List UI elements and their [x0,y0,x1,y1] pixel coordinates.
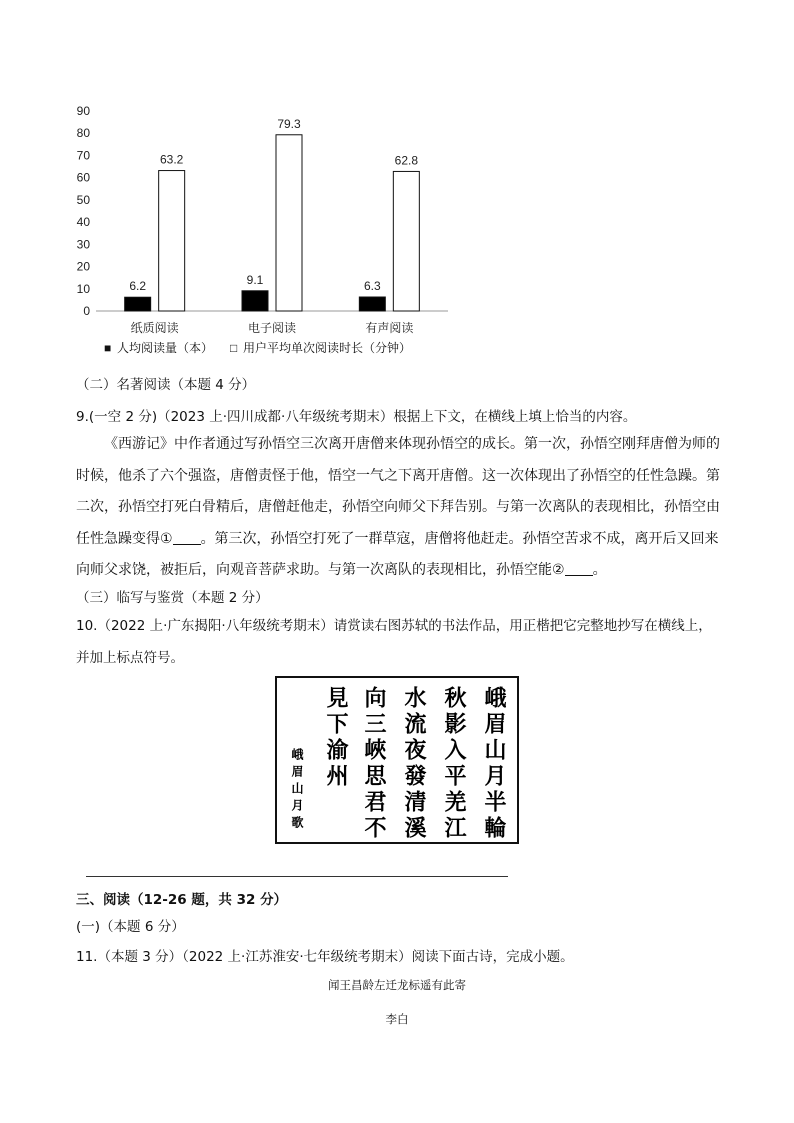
y-tick-label: 90 [76,104,90,118]
y-tick-label: 20 [76,259,90,274]
y-tick-label: 60 [76,170,90,185]
bar-value-label: 6.2 [129,279,147,294]
section-heading-calligraphy: （三）临写与鉴赏（本题 2 分） [76,590,269,606]
y-tick-label: 40 [76,215,90,230]
y-tick-label: 50 [76,192,90,207]
calligraphy-column-4: 向三峽思君不 [361,686,387,842]
calligraphy-artwork [275,676,519,844]
x-category-label: 电子阅读 [247,321,297,335]
bar-value-label: 62.8 [394,153,419,168]
poem-author: 李白 [385,1012,409,1026]
question-9-intro: 9.(一空 2 分)（2023 上·四川成都·八年级统考期末）根据上下文，在横线上填上恰当的内容。 [76,409,637,425]
bar-books-1 [242,291,268,311]
bar-value-label: 6.3 [363,279,381,293]
answer-blank-2[interactable] [565,561,593,576]
y-tick-label: 80 [76,126,90,141]
legend-label-duration: 用户平均单次阅读时长（分钟） [243,341,412,355]
blank-marker-1: ① [160,530,173,547]
y-tick-label: 0 [83,304,90,318]
y-tick-label: 30 [76,237,90,252]
answer-line[interactable] [86,876,508,877]
y-tick-label: 70 [76,148,90,163]
bar-value-label: 79.3 [277,116,301,131]
section-heading-classics: （二）名著阅读（本题 4 分） [76,377,256,393]
calligraphy-column-1: 峨眉山月半輪 [481,686,507,842]
question-10-line-2: 并加上标点符号。 [76,650,184,666]
bar-duration-1 [276,135,302,311]
poem-title: 闻王昌龄左迁龙标遥有此寄 [328,978,466,992]
reading-bar-chart [60,100,460,362]
x-category-label: 纸质阅读 [130,321,179,335]
blank-marker-2: ② [552,562,565,578]
bar-value-label: 9.1 [246,272,264,287]
part-3-heading: 三、阅读（12-26 题，共 32 分） [76,892,288,908]
legend-label-books: 人均阅读量（本） [117,341,214,355]
x-category-label: 有声阅读 [365,321,414,335]
bar-duration-0 [159,171,185,311]
chart-legend [104,340,411,355]
calligraphy-title: 峨眉山月歌 [290,748,304,833]
question-11-intro: 11.（本题 3 分）（2022 上·江苏淮安·七年级统考期末）阅读下面古诗，完成小题。 [76,949,574,965]
subsection-1-heading: (一)（本题 6 分） [76,919,185,935]
calligraphy-column-3: 水流夜發清溪 [401,686,427,842]
bar-books-2 [359,297,385,311]
question-9-passage [76,429,726,587]
bar-duration-2 [393,171,419,311]
answer-blank-1[interactable] [173,530,201,545]
calligraphy-column-2: 秋影入平羌江 [441,686,467,842]
bar-value-label: 63.2 [159,152,184,167]
y-tick-label: 10 [76,281,90,296]
passage-part-2: 。第三次，孙悟空打死了一群草寇，唐僧将他赶走。孙悟空苦求不成，离开后又回来向师父求饶，被拒后，向观音菩萨求助。与第一次离队的表现相比，孙悟空能 [76,530,719,578]
passage-part-1: 《西游记》中作者通过写孙悟空三次离开唐僧来体现孙悟空的成长。第一次，孙悟空刚拜唐僧为师的时候，他杀了六个强盗，唐僧责怪于他，悟空一气之下离开唐僧。这一次体现出了孙悟空的任性急躁。第二次，孙悟空打死白骨精后，唐僧赶他走，孙悟空向师父下拜告别。与第一次离队的表现相比，孙悟空由任性急躁变得 [76,436,720,547]
question-10-line-1: 10.（2022 上·广东揭阳·八年级统考期末）请赏读右图苏轼的书法作品，用正楷把它完整地抄写在横线上， [76,618,712,634]
x-axis-labels [131,320,414,335]
passage-part-3: 。 [592,562,607,578]
bar-books-0 [125,297,151,311]
legend-marker-white: □ [230,341,238,355]
legend-marker-black: ■ [104,341,112,355]
y-axis-ticks [77,104,91,318]
calligraphy-column-5: 見下渝州 [323,686,349,790]
